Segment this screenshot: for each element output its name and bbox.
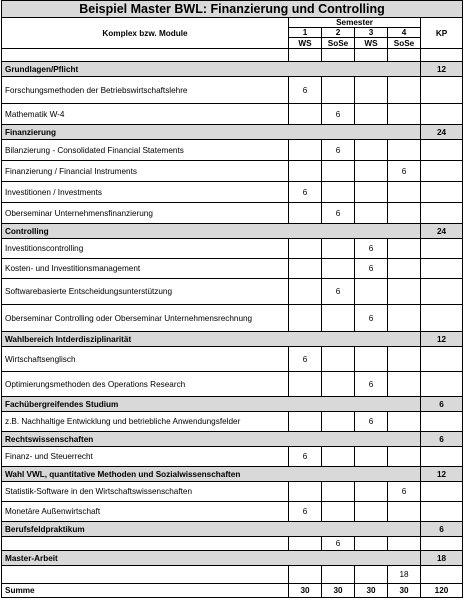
module-row [2,259,463,279]
category-row [2,224,463,239]
semester-credit [355,447,388,467]
module-label: Oberseminar Controlling oder Oberseminar Unternehmensrechnung [2,305,289,332]
module-row [2,482,463,502]
module-label: Investitionscontrolling [2,239,289,259]
module-column-header: Komplex bzw. Module [2,18,289,49]
semester-credit [355,566,388,584]
module-label: Kosten- und Investitionsmanagement [2,259,289,279]
category-row [2,551,463,566]
semester-credit: 6 [322,537,355,551]
module-label: Finanz- und Steuerrecht [2,447,289,467]
semester-credit [322,566,355,584]
module-label: Statistik-Software in den Wirtschaftswissenschaften [2,482,289,502]
category-kp: 12 [421,62,463,77]
category-kp: 6 [421,432,463,447]
module-label [2,566,289,584]
sum-kp: 120 [421,584,463,598]
category-label: Wahlbereich Intderdisziplinarität [2,332,421,347]
semester-credit [322,372,355,397]
semester-credit [289,566,322,584]
semester-credit [388,412,421,432]
module-kp [421,372,463,397]
sum-semester: 30 [388,584,421,598]
spacer-cell [388,49,421,62]
semester-term: SoSe [322,38,355,49]
semester-credit: 6 [322,140,355,161]
category-kp: 18 [421,551,463,566]
semester-credit: 6 [289,502,322,522]
category-label: Master-Arbeit [2,551,421,566]
category-label: Grundlagen/Pflicht [2,62,421,77]
semester-credit [289,537,322,551]
category-row [2,125,463,140]
semester-credit [355,502,388,522]
sum-row [2,584,463,598]
module-row [2,161,463,182]
category-row [2,467,463,482]
semester-credit [355,537,388,551]
category-label: Finanzierung [2,125,421,140]
category-row [2,432,463,447]
semester-credit [322,482,355,502]
spacer-cell [289,49,322,62]
module-kp [421,104,463,125]
module-kp [421,182,463,203]
module-kp [421,537,463,551]
module-kp [421,447,463,467]
semester-credit [388,372,421,397]
module-kp [421,239,463,259]
module-kp [421,77,463,104]
module-kp [421,279,463,305]
category-row [2,332,463,347]
module-kp [421,203,463,224]
semester-header: Semester [289,18,421,28]
module-label: z.B. Nachhaltige Entwicklung und betriebliche Anwendungsfelder [2,412,289,432]
spacer-cell [421,49,463,62]
semester-credit [388,259,421,279]
module-row [2,537,463,551]
module-label: Oberseminar Unternehmensfinanzierung [2,203,289,224]
semester-credit [289,104,322,125]
category-kp: 24 [421,125,463,140]
semester-credit [322,182,355,203]
sum-label: Summe [2,584,289,598]
semester-credit [289,239,322,259]
semester-credit [355,279,388,305]
semester-credit [388,447,421,467]
module-row [2,203,463,224]
semester-term: WS [355,38,388,49]
module-label: Bilanzierung - Consolidated Financial Statements [2,140,289,161]
module-row [2,412,463,432]
kp-column-header: KP [421,18,463,49]
semester-credit [322,161,355,182]
module-label [2,537,289,551]
semester-credit [322,259,355,279]
semester-credit [388,279,421,305]
module-kp [421,140,463,161]
module-row [2,104,463,125]
semester-credit [388,104,421,125]
semester-credit: 6 [289,347,322,372]
semester-credit: 6 [322,203,355,224]
sum-semester: 30 [355,584,388,598]
semester-credit [289,412,322,432]
semester-number: 4 [388,28,421,38]
module-label: Wirtschaftsenglisch [2,347,289,372]
semester-credit [289,203,322,224]
module-kp [421,259,463,279]
semester-credit [388,537,421,551]
category-kp: 6 [421,397,463,412]
category-kp: 6 [421,522,463,537]
module-label: Investitionen / Investments [2,182,289,203]
module-label: Monetäre Außenwirtschaft [2,502,289,522]
semester-credit [322,239,355,259]
semester-credit [289,482,322,502]
semester-credit [388,77,421,104]
semester-credit [289,161,322,182]
semester-credit [322,77,355,104]
semester-credit [388,239,421,259]
semester-number: 1 [289,28,322,38]
module-row [2,279,463,305]
semester-credit: 6 [355,412,388,432]
category-row [2,522,463,537]
semester-credit [355,140,388,161]
category-kp: 24 [421,224,463,239]
module-row [2,566,463,584]
category-label: Berufsfeldpraktikum [2,522,421,537]
module-row [2,140,463,161]
study-plan-table [1,0,463,598]
semester-credit [289,140,322,161]
semester-credit [355,77,388,104]
semester-credit [289,259,322,279]
module-label: Softwarebasierte Entscheidungsunterstützung [2,279,289,305]
semester-credit: 18 [388,566,421,584]
semester-credit: 6 [322,104,355,125]
spacer-cell [355,49,388,62]
module-row [2,77,463,104]
semester-credit: 6 [289,77,322,104]
semester-credit [355,482,388,502]
semester-credit: 6 [388,482,421,502]
semester-credit [355,161,388,182]
semester-term: WS [289,38,322,49]
module-kp [421,161,463,182]
module-label: Finanzierung / Financial Instruments [2,161,289,182]
semester-credit: 6 [322,279,355,305]
semester-credit [322,447,355,467]
module-row [2,372,463,397]
module-row [2,347,463,372]
semester-credit: 6 [289,447,322,467]
module-kp [421,482,463,502]
category-label: Controlling [2,224,421,239]
semester-credit [289,372,322,397]
module-row [2,305,463,332]
category-row [2,397,463,412]
module-kp [421,347,463,372]
semester-number: 3 [355,28,388,38]
table-title: Beispiel Master BWL: Finanzierung und Controlling [2,1,463,18]
module-kp [421,412,463,432]
semester-credit [322,347,355,372]
semester-credit [388,182,421,203]
sum-semester: 30 [322,584,355,598]
spacer-cell [322,49,355,62]
semester-number: 2 [322,28,355,38]
semester-credit [355,182,388,203]
module-kp [421,305,463,332]
module-row [2,239,463,259]
semester-credit [355,347,388,372]
module-kp [421,566,463,584]
category-row [2,62,463,77]
module-label: Optimierungsmethoden des Operations Research [2,372,289,397]
semester-credit: 6 [388,161,421,182]
category-kp: 12 [421,467,463,482]
semester-credit [355,104,388,125]
semester-credit [388,502,421,522]
semester-credit [388,203,421,224]
category-kp: 12 [421,332,463,347]
semester-credit: 6 [289,182,322,203]
sum-semester: 30 [289,584,322,598]
semester-credit [322,305,355,332]
semester-credit [355,203,388,224]
category-label: Fachübergreifendes Studium [2,397,421,412]
module-row [2,502,463,522]
module-label: Forschungsmethoden der Betriebswirtschaftslehre [2,77,289,104]
semester-credit [322,502,355,522]
semester-credit [289,279,322,305]
semester-credit [388,347,421,372]
semester-credit: 6 [355,259,388,279]
category-label: Wahl VWL, quantitative Methoden und Sozialwissenschaften [2,467,421,482]
semester-credit: 6 [355,239,388,259]
module-row [2,182,463,203]
semester-credit [388,305,421,332]
module-row [2,447,463,467]
semester-credit: 6 [355,305,388,332]
semester-credit [388,140,421,161]
semester-credit: 6 [355,372,388,397]
semester-credit [289,305,322,332]
semester-term: SoSe [388,38,421,49]
semester-credit [322,412,355,432]
module-kp [421,502,463,522]
module-label: Mathematik W-4 [2,104,289,125]
spacer-cell [2,49,289,62]
category-label: Rechtswissenschaften [2,432,421,447]
